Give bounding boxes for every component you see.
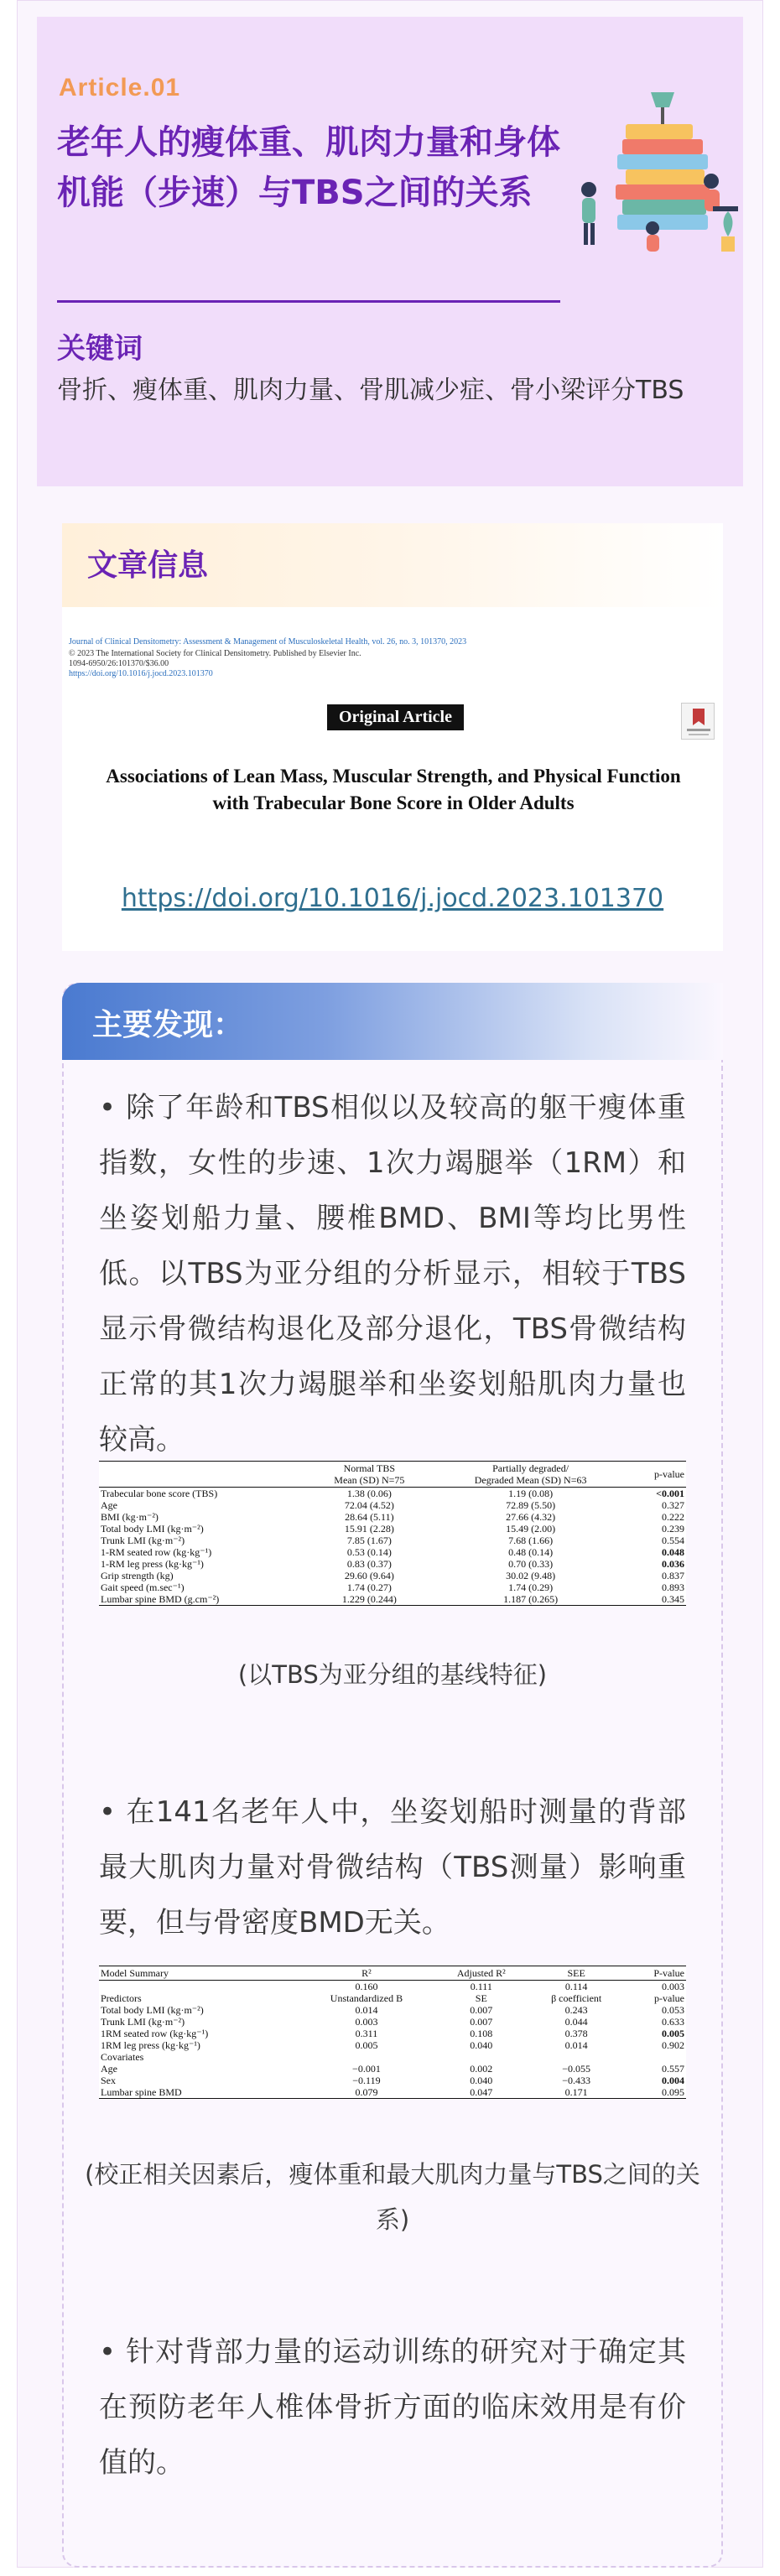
table-row <box>99 2028 686 2039</box>
table-cell: 0.014 <box>355 2004 378 2016</box>
table-cell: 0.160 <box>355 1981 378 1992</box>
table-cell: Total body LMI (kg·m⁻²) <box>101 1523 204 1535</box>
table-cell: 0.70 (0.33) <box>508 1558 554 1570</box>
table-cell: 0.040 <box>470 2039 493 2051</box>
table-cell: p-value <box>654 1992 684 2004</box>
table-cell: 0.893 <box>662 1581 684 1593</box>
table-header: p-value <box>654 1468 684 1480</box>
table-cell: 0.095 <box>662 2086 684 2098</box>
table-cell: Age <box>101 1499 117 1511</box>
table-cell: 1RM leg press (kg·kg⁻¹) <box>101 2039 200 2051</box>
article-title: 老年人的瘦体重、肌肉力量和身体机能（步速）与TBS之间的关系 <box>57 123 560 212</box>
baseline-table <box>99 1461 686 1606</box>
article-info-heading: 文章信息 <box>87 548 209 583</box>
table-cell: 1-RM seated row (kg·kg⁻¹) <box>101 1546 212 1558</box>
table-cell: 0.837 <box>662 1570 684 1581</box>
table-cell: −0.055 <box>562 2063 591 2075</box>
table-header: P-value <box>653 1967 684 1979</box>
title-divider <box>57 300 560 303</box>
table-cell: 0.243 <box>564 2004 588 2016</box>
table-cell: 0.004 <box>662 2075 684 2086</box>
table-cell: Predictors <box>101 1992 142 2004</box>
table-cell: 1.74 (0.27) <box>346 1581 392 1593</box>
journal-line: Journal of Clinical Densitometry: Assessment & Management of Musculoskeletal Health, vol. 26, no. 3, 101370, 2023 <box>69 637 467 647</box>
table-header <box>99 1462 306 1488</box>
table-cell: Lumbar spine BMD (g.cm⁻²) <box>101 1593 220 1605</box>
table-row <box>99 1570 686 1581</box>
table-header: Normal TBS Mean (SD) N=75 <box>334 1462 405 1486</box>
check-for-updates-icon <box>681 703 715 740</box>
table-cell: 0.079 <box>355 2086 378 2098</box>
table-row <box>99 1546 686 1558</box>
table-cell: Age <box>101 2063 117 2075</box>
table-cell: 0.005 <box>355 2039 378 2051</box>
table-row <box>99 1535 686 1546</box>
table-cell: 0.108 <box>470 2028 493 2039</box>
table-cell: 0.633 <box>662 2016 684 2028</box>
paper-title: Associations of Lean Mass, Muscular Strength, and Physical Function with Trabecular Bone Score in Older Adults <box>106 766 681 813</box>
table-cell: 0.311 <box>355 2028 378 2039</box>
table-cell: 29.60 (9.64) <box>344 1570 394 1581</box>
table-cell: 72.04 (4.52) <box>344 1499 394 1511</box>
table-cell: 0.111 <box>470 1981 492 1992</box>
table-cell: <0.001 <box>656 1488 684 1499</box>
table-cell: Total body LMI (kg·m⁻²) <box>101 2004 204 2016</box>
table-header: SEE <box>567 1967 585 1979</box>
table-cell: BMI (kg·m⁻²) <box>101 1511 159 1523</box>
keywords-text: 骨折、瘦体重、肌肉力量、骨肌减少症、骨小梁评分TBS <box>57 376 684 405</box>
table-cell: Trunk LMI (kg·m⁻²) <box>101 2016 185 2028</box>
regression-table <box>99 1966 686 2099</box>
table-cell: 15.49 (2.00) <box>506 1523 556 1535</box>
table-cell: 0.557 <box>662 2063 684 2075</box>
table-header: Adjusted R² <box>456 1967 506 1979</box>
table-cell: 27.66 (4.32) <box>506 1511 556 1523</box>
table-row <box>99 1499 686 1511</box>
table-cell: 1.19 (0.08) <box>508 1488 554 1499</box>
table-cell: 72.89 (5.50) <box>506 1499 556 1511</box>
table-cell: Gait speed (m.sec⁻¹) <box>101 1581 185 1593</box>
table-cell: 0.114 <box>564 1981 588 1992</box>
table-row <box>99 2004 686 2016</box>
table-cell: 0.044 <box>564 2016 588 2028</box>
table-header: Model Summary <box>101 1967 169 1979</box>
issn-line: 1094-6950/26:101370/$36.00 <box>69 659 169 668</box>
table-cell: 0.48 (0.14) <box>508 1546 554 1558</box>
table-cell: 0.014 <box>564 2039 588 2051</box>
keywords-heading: 关键词 <box>57 332 143 366</box>
original-article-badge: Original Article <box>327 704 464 730</box>
table-cell: 0.003 <box>355 2016 378 2028</box>
table-cell <box>625 2051 686 2063</box>
table-row <box>99 1523 686 1535</box>
table-cell: −0.119 <box>352 2075 381 2086</box>
table-header: Partially degraded/ Degraded Mean (SD) N=63 <box>474 1462 587 1486</box>
table-cell: −0.001 <box>352 2063 381 2075</box>
table-cell: 0.171 <box>564 2086 588 2098</box>
table-cell: 15.91 (2.28) <box>344 1523 394 1535</box>
table-cell: Sex <box>101 2075 116 2086</box>
table-cell <box>434 2051 528 2063</box>
table-row <box>99 1981 686 1993</box>
table-cell: Unstandardized B <box>330 1992 403 2004</box>
table-cell: 28.64 (5.11) <box>345 1511 394 1523</box>
table-cell <box>99 1981 299 1993</box>
table-cell: 0.003 <box>662 1981 684 1992</box>
table-row <box>99 1488 686 1500</box>
table-cell: −0.433 <box>562 2075 591 2086</box>
table-cell: 0.007 <box>470 2004 493 2016</box>
table-row <box>99 1581 686 1593</box>
table-header: R² <box>361 1967 372 1979</box>
table-cell: 0.036 <box>662 1558 684 1570</box>
table-cell <box>528 2051 624 2063</box>
table-cell: 0.902 <box>662 2039 684 2051</box>
table-cell: 1.229 (0.244) <box>341 1593 397 1605</box>
doi-link[interactable]: https://doi.org/10.1016/j.jocd.2023.101370 <box>121 884 664 913</box>
table-cell: 0.005 <box>662 2028 684 2039</box>
table-row <box>99 2086 686 2099</box>
table-cell: 1.38 (0.06) <box>346 1488 392 1499</box>
finding-paragraph-2: • 在141名老年人中，坐姿划船时测量的背部最大肌肉力量对骨微结构（TBS测量）影响重要，但与骨密度BMD无关。 <box>99 1795 686 1940</box>
article-number: Article.01 <box>59 74 181 101</box>
article-info-tag <box>62 523 723 607</box>
findings-heading: 主要发现： <box>92 1008 244 1042</box>
table-cell: SE <box>475 1992 487 2004</box>
finding-paragraph-1: • 除了年龄和TBS相似以及较高的躯干瘦体重指数，女性的步速、1次力竭腿举（1RM）和坐姿划船力量、腰椎BMD、BMI等均比男性低。以TBS为亚分组的分析显示，相较于TBS显示骨微结构退化及部分退化，TBS骨微结构正常的其1次力竭腿举和坐姿划船肌肉力量也较高。 <box>99 1091 686 1457</box>
copyright-line: © 2023 The International Society for Clinical Densitometry. Published by Elsevier Inc. <box>69 649 361 658</box>
table-cell: 0.53 (0.14) <box>346 1546 392 1558</box>
table-cell: Trabecular bone score (TBS) <box>101 1488 218 1499</box>
table-row <box>99 2051 686 2063</box>
table-row <box>99 2039 686 2051</box>
table2-caption: (校正相关因素后，瘦体重和最大肌肉力量与TBS之间的关系) <box>85 2160 700 2234</box>
table1-caption: (以TBS为亚分组的基线特征) <box>237 1660 548 1689</box>
books-reading-illustration <box>570 80 746 257</box>
table-cell: 0.048 <box>662 1546 684 1558</box>
table-row <box>99 1511 686 1523</box>
table-cell: 0.345 <box>662 1593 684 1605</box>
table-cell: Trunk LMI (kg·m⁻²) <box>101 1535 185 1546</box>
table-row <box>99 2016 686 2028</box>
table-cell: 1-RM leg press (kg·kg⁻¹) <box>101 1558 204 1570</box>
table-cell: 0.239 <box>662 1523 684 1535</box>
table-row <box>99 1593 686 1606</box>
table-cell: 0.053 <box>662 2004 684 2016</box>
paper-header-image <box>62 607 723 951</box>
table-cell: 0.327 <box>662 1499 684 1511</box>
table-row <box>99 2063 686 2075</box>
table-cell: 0.002 <box>470 2063 493 2075</box>
table-cell: Lumbar spine BMD <box>101 2086 182 2098</box>
table-cell: 0.040 <box>470 2075 493 2086</box>
table-row <box>99 1558 686 1570</box>
table-row <box>99 2075 686 2086</box>
table-cell <box>299 2051 434 2063</box>
table-cell: 0.554 <box>662 1535 684 1546</box>
table-cell: 0.007 <box>470 2016 493 2028</box>
table-cell: 1RM seated row (kg·kg⁻¹) <box>101 2028 209 2039</box>
findings-tag <box>62 983 723 1060</box>
table-cell: 0.047 <box>470 2086 493 2098</box>
table-cell: 0.83 (0.37) <box>346 1558 392 1570</box>
table-cell: 30.02 (9.48) <box>506 1570 556 1581</box>
table-cell: β coefficient <box>551 1992 602 2004</box>
doi-small: https://doi.org/10.1016/j.jocd.2023.101370 <box>69 669 213 678</box>
bookmark-icon <box>682 704 715 740</box>
table-cell: 7.68 (1.66) <box>508 1535 554 1546</box>
table-cell: 0.378 <box>564 2028 588 2039</box>
table-cell: 1.74 (0.29) <box>508 1581 554 1593</box>
table-cell: 1.187 (0.265) <box>503 1593 559 1605</box>
table-cell: Grip strength (kg) <box>101 1570 174 1581</box>
table-cell: 0.222 <box>662 1511 684 1523</box>
table-row <box>99 1992 686 2004</box>
finding-paragraph-3: • 针对背部力量的运动训练的研究对于确定其在预防老年人椎体骨折方面的临床效用是有价值的。 <box>99 2335 686 2480</box>
table-cell: 7.85 (1.67) <box>346 1535 392 1546</box>
table-cell: Covariates <box>101 2051 144 2063</box>
